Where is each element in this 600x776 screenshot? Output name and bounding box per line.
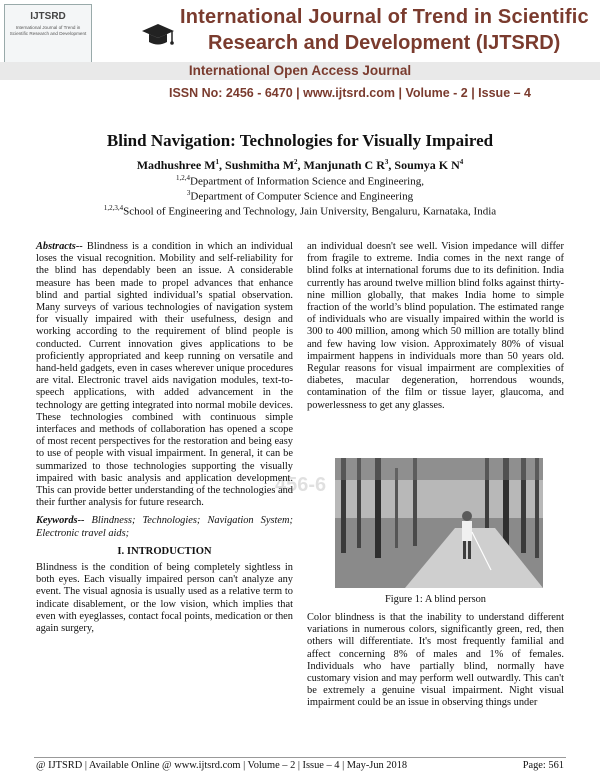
affiliation-3: $^{1,2,3,4}$School of Engineering and Technology, Jain University, Bengaluru, Karnataka, India [103,204,497,218]
affiliation-1: $^{1,2,4}$Department of Information Science and Engineering, [176,174,424,188]
author-list: Madhushree $M^1$, Sushmitha $M^2$, Manjunath C $R^3$, Soumya K $N^4$ [136,158,464,172]
journal-header [0,0,600,98]
section-heading-introduction: I. INTRODUCTION [117,545,212,557]
affiliation-2: $^3$Department of Computer Science and Engineering [186,189,414,203]
footer-divider [34,757,566,758]
figure-caption: Figure 1: A blind person [384,594,487,605]
issn-line: ISSN No: 2456 - 6470 | www.ijtsrd.com | Volume - 2 | Issue – 4 [168,86,531,100]
watermark: 456-6 [275,474,327,496]
footer-text: @ IJTSRD | Available Online @ www.ijtsrd.com | Volume – 2 | Issue – 4 | May-Jun 2018 [36,760,408,771]
right-column-lower [307,612,564,710]
left-column [36,241,293,635]
keywords-text: Blindness; Technologies; Navigation System; Electronic travel aids; [36,515,293,539]
intro-paragraph-1: Blindness is the condition of being completely sightless in both eyes. Each visually impaired person can't analyze any event. The visual agnosia is usually used as a relative term to indicate disablement, or the low vision, which implies that even with eyeglasses, contact focal points, medication or then again surgery, [36,562,293,635]
abstract [36,241,293,509]
intro-paragraph-2: an individual doesn't see well. Vision impedance will differ from fragile to extreme. India comes in the next range of blind folks at international forums due to its definition. India currently has around twelve million blind folks against thirty-nine million globally, that makes India home to simple fraction of the world’s blind population. The estimated range of individuals who are visually impaired within the world is 300 to 400 million, among which 50 million are totally blind and few having low vision. Approximately 80% of visual impairment happens in individuals more than 50 years old. Regular reasons for visual impairment are complexities of diabetes, macular degeneration, horrendous wounds, contamination of the film or tissue layer, glaucoma, and powerlessness to get any glasses. [307,241,564,411]
page-number: Page: 561 [522,760,564,771]
keywords [36,515,293,539]
abstract-text: Blindness is a condition in which an individual loses the visual recognition. Mobility and self-reliability for the blind has dependably been an issue. A considerable measure has been made to propel advances that enhance blind and partial sighted individual’s spatial observation. Many surveys of various technologies of navigation system for visually impaired with their usefulness, design and working according to the requirement of blind people is conducted. Current innovation gives applications to be proficiently appropriated and keep running on versatile and hand-held gadgets, even in cases wherever unique procedures are vital. Electronic travel aids navigation modules, text-to-speech applications, with added advancement in the technology are getting integrated into normal mobile devices. These technologies combined with continuous simple interfaces and methods of collaboration has opened a scope of most recent perspectives for the restoration and being easy to use of people with visual impairment. In general, it can be summarized to those technologies supporting the visually impaired with basic analysis and application development. This can provide better understanding of the technologies and their further analysis for future research. [36,241,293,509]
right-column [307,241,564,412]
open-access-label: International Open Access Journal [188,63,412,78]
logo-title: IJTSRD [30,11,66,22]
paper-title: Blind Navigation: Technologies for Visually Impaired [106,131,494,150]
abstract-label: Abstracts-- [36,241,83,252]
journal-title-line1: International Journal of Trend in Scientific [180,6,589,28]
figure-blind-person-photo [335,458,543,588]
graduation-cap-icon [140,20,176,50]
logo-subtitle: International Journal of Trend in Scientific Research and Development [9,25,87,36]
keywords-label: Keywords-- [36,515,85,527]
intro-paragraph-3: Color blindness is that the inability to understand different variations in numerous colors, significantly green, red, then others will differentiate. It's most frequently familial and affect concerning 8% of males and 1% of females. Individuals who have partially blind, normally have customary vision and may perform well outwardly. This can't be extremely a genuine visual impairment. Night visual impairment could be an issue in observing things under [307,612,564,709]
journal-title-line2: Research and Development (IJTSRD) [208,32,561,54]
